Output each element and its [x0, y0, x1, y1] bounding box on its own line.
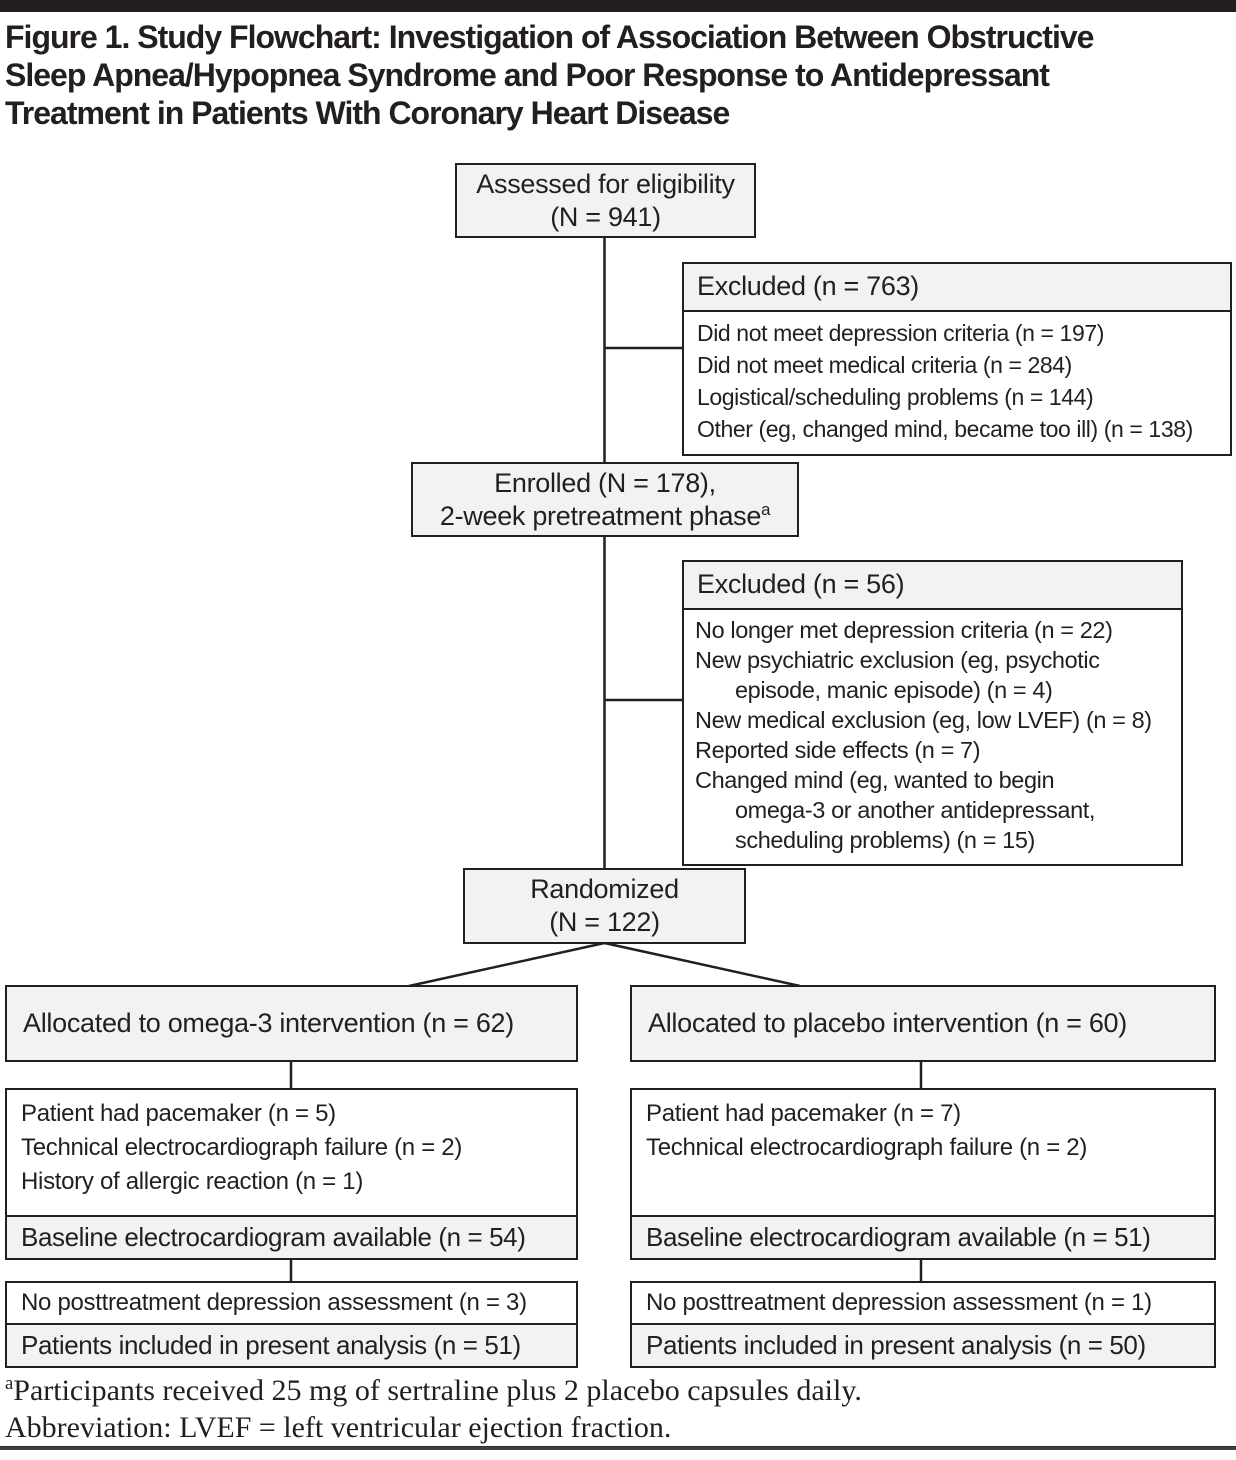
- excluded-pre-enrollment-reasons: [684, 312, 1230, 454]
- placebo-no-posttreatment: [632, 1283, 1214, 1323]
- excluded-pretreatment-header: Excluded (n = 56): [684, 562, 1181, 610]
- box-omega3-final-section: [5, 1281, 578, 1368]
- box-omega3-ecg-section: [5, 1088, 578, 1260]
- box-allocated-omega3: [5, 985, 578, 1062]
- exclusion-reason: New medical exclusion (eg, low LVEF) (n = 8): [695, 707, 1152, 733]
- box-excluded-pre-enrollment: [682, 262, 1232, 456]
- exclusion-reason: Logistical/scheduling problems (n = 144): [697, 384, 1094, 410]
- ecg-exclusion-reason: Technical electrocardiograph failure (n = 2): [21, 1134, 463, 1161]
- omega3-included-label: Patients included in present analysis (n = 51): [21, 1330, 521, 1360]
- enrolled-label: Enrolled (N = 178),: [494, 467, 716, 498]
- exclusion-reason: Did not meet depression criteria (n = 197): [697, 320, 1104, 346]
- figure-bottom-rule: [0, 1446, 1236, 1450]
- placebo-baseline-label: Baseline electrocardiogram available (n = 51): [646, 1222, 1151, 1252]
- box-excluded-pretreatment: [682, 560, 1183, 866]
- figure-footnote: [5, 1372, 1231, 1446]
- omega3-allocated-label: Allocated to omega-3 intervention (n = 62): [23, 1008, 514, 1038]
- exclusion-reason: Other (eg, changed mind, became too ill) (n = 138): [697, 416, 1193, 442]
- randomized-label: Randomized: [530, 874, 679, 904]
- exclusion-reason-continued: episode, manic episode) (n = 4): [735, 677, 1053, 703]
- ecg-exclusion-reason: Patient had pacemaker (n = 5): [21, 1100, 336, 1127]
- ecg-exclusion-reason: Technical electrocardiograph failure (n = 2): [646, 1134, 1088, 1161]
- placebo-allocated-label: Allocated to placebo intervention (n = 60): [648, 1008, 1127, 1038]
- footnote-marker: a: [761, 499, 771, 519]
- exclusion-reason: Changed mind (eg, wanted to begin: [695, 767, 1055, 793]
- box-enrolled: [411, 462, 799, 537]
- figure-title-line-3: Treatment in Patients With Coronary Heart Disease: [5, 95, 730, 131]
- ecg-exclusion-reason: History of allergic reaction (n = 1): [21, 1168, 364, 1195]
- omega3-included-analysis: [7, 1323, 576, 1366]
- assessed-count: (N = 941): [550, 201, 661, 232]
- figure-title-line-1: Figure 1. Study Flowchart: Investigation of Association Between Obstructive: [5, 19, 1094, 55]
- exclusion-reason: Reported side effects (n = 7): [695, 737, 981, 763]
- exclusion-reason: No longer met depression criteria (n = 22): [695, 617, 1113, 643]
- placebo-included-label: Patients included in present analysis (n = 50): [646, 1330, 1146, 1360]
- omega3-no-posttreatment-label: No posttreatment depression assessment (n = 3): [21, 1289, 527, 1316]
- footnote-line-2: Abbreviation: LVEF = left ventricular ejection fraction.: [5, 1411, 672, 1444]
- exclusion-reason: Did not meet medical criteria (n = 284): [697, 352, 1072, 378]
- excluded-pretreatment-reasons: [684, 610, 1181, 864]
- placebo-included-analysis: [632, 1323, 1214, 1366]
- exclusion-reason-continued: scheduling problems) (n = 15): [735, 827, 1035, 853]
- footnote-marker: a: [5, 1373, 14, 1394]
- omega3-no-posttreatment: [7, 1283, 576, 1323]
- omega3-baseline-label: Baseline electrocardiogram available (n = 54): [21, 1222, 526, 1252]
- placebo-no-posttreatment-label: No posttreatment depression assessment (n = 1): [646, 1289, 1152, 1316]
- box-randomized: [463, 868, 746, 944]
- omega3-ecg-exclusions: [7, 1090, 576, 1215]
- ecg-exclusion-reason: Patient had pacemaker (n = 7): [646, 1100, 961, 1127]
- box-assessed-eligibility: [455, 163, 756, 238]
- placebo-baseline-ecg: [632, 1215, 1214, 1258]
- placebo-ecg-exclusions: [632, 1090, 1214, 1215]
- box-placebo-ecg-section: [630, 1088, 1216, 1260]
- enrolled-phase-label: 2-week pretreatment phase$^a$: [439, 499, 771, 531]
- exclusion-reason-continued: omega-3 or another antidepressant,: [735, 797, 1096, 823]
- box-placebo-final-section: [630, 1281, 1216, 1368]
- exclusion-reason: New psychiatric exclusion (eg, psychotic: [695, 647, 1100, 673]
- randomized-count: (N = 122): [549, 907, 660, 937]
- assessed-label: Assessed for eligibility: [476, 168, 735, 199]
- excluded-pre-enrollment-header: Excluded (n = 763): [684, 264, 1230, 312]
- figure-title-line-2: Sleep Apnea/Hypopnea Syndrome and Poor Response to Antidepressant: [5, 57, 1049, 93]
- omega3-baseline-ecg: [7, 1215, 576, 1258]
- box-allocated-placebo: [630, 985, 1216, 1062]
- footnote-line-1: $^a$Participants received 25 mg of sertraline plus 2 placebo capsules daily.: [5, 1373, 862, 1407]
